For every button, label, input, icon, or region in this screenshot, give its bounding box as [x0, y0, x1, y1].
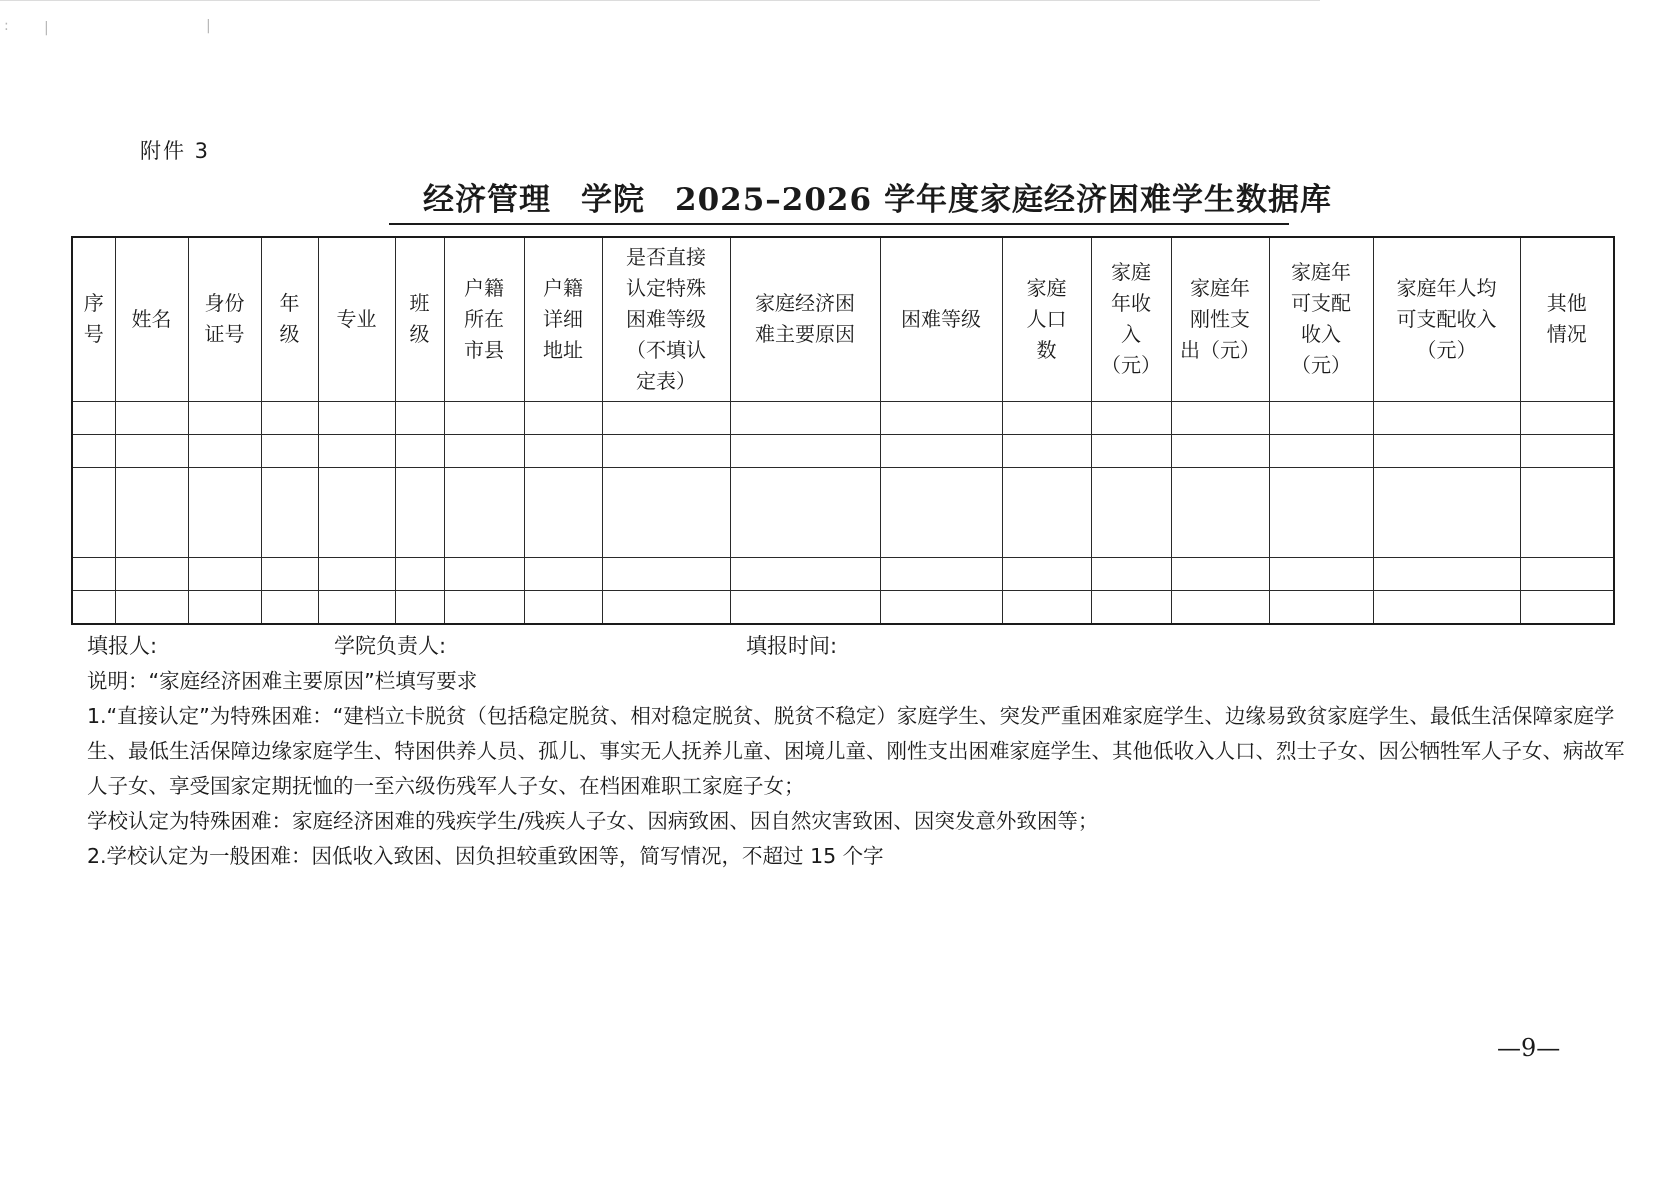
table-cell: [880, 590, 1002, 624]
table-cell: [115, 590, 188, 624]
scan-artifact: |: [44, 20, 49, 36]
table-cell: [730, 434, 880, 467]
header-cell-index: 序 号: [72, 237, 115, 401]
table-cell: [261, 401, 318, 434]
table-cell: [880, 434, 1002, 467]
table-cell: [1171, 590, 1269, 624]
table-cell: [1269, 401, 1373, 434]
header-cell-per-capita-income: 家庭年人均 可支配收入 （元）: [1373, 237, 1520, 401]
table-cell: [1091, 467, 1171, 557]
table-cell: [1091, 557, 1171, 590]
table-cell: [72, 590, 115, 624]
table-cell: [1171, 557, 1269, 590]
header-cell-main-reason: 家庭经济困 难主要原因: [730, 237, 880, 401]
table-cell: [602, 434, 730, 467]
attachment-label: 附件 3: [140, 139, 211, 163]
table-cell: [444, 590, 524, 624]
header-cell-major: 专业: [318, 237, 395, 401]
table-cell: [524, 401, 602, 434]
table-cell: [188, 434, 261, 467]
table-cell: [318, 467, 395, 557]
table-cell: [395, 401, 444, 434]
table-cell: [1171, 401, 1269, 434]
table-cell: [188, 590, 261, 624]
table-cell: [1520, 401, 1614, 434]
table-cell: [188, 557, 261, 590]
table-cell: [1373, 434, 1520, 467]
table-header-row: [72, 237, 1614, 401]
table-cell: [602, 590, 730, 624]
table-cell: [1002, 401, 1091, 434]
title-rest: 学年度家庭经济困难学生数据库: [884, 182, 1333, 218]
document-title: [389, 174, 1333, 225]
instructions-item-2: 2.学校认定为一般困难：因低收入致困、因负担较重致困等，简写情况，不超过 15 个字: [87, 844, 884, 868]
table-cell: [444, 434, 524, 467]
table-cell: [730, 557, 880, 590]
header-cell-class: 班 级: [395, 237, 444, 401]
header-cell-disposable-income: 家庭年 可支配 收入 （元）: [1269, 237, 1373, 401]
table-cell: [1091, 434, 1171, 467]
scan-artifact: :: [4, 18, 9, 34]
table-cell: [395, 467, 444, 557]
scan-top-line: [0, 0, 1320, 1]
table-cell: [188, 401, 261, 434]
table-cell: [730, 401, 880, 434]
student-database-table: [71, 236, 1615, 625]
table-cell: [72, 467, 115, 557]
table-cell: [880, 467, 1002, 557]
table-row: [72, 467, 1614, 557]
header-cell-family-size: 家庭 人口 数: [1002, 237, 1091, 401]
table-cell: [524, 467, 602, 557]
table-cell: [395, 434, 444, 467]
table-cell: [602, 401, 730, 434]
filler-label: 填报人:: [87, 634, 158, 658]
table-cell: [261, 590, 318, 624]
table-cell: [1269, 557, 1373, 590]
table-cell: [318, 557, 395, 590]
table-cell: [1171, 467, 1269, 557]
table-cell: [318, 401, 395, 434]
table-cell: [1269, 467, 1373, 557]
header-cell-hukou-city: 户籍 所在 市县: [444, 237, 524, 401]
table-cell: [72, 401, 115, 434]
table-cell: [524, 590, 602, 624]
table-cell: [444, 467, 524, 557]
instructions-item-1: 1.“直接认定”为特殊困难：“建档立卡脱贫（包括稳定脱贫、相对稳定脱贫、脱贫不稳定）家庭学生、突发严重困难家庭学生、边缘易致贫家庭学生、最低生活保障家庭学生、最低生活保障边缘家庭学生、特困供养人员、孤儿、事实无人抚养儿童、困境儿童、刚性支出困难家庭学生、其他低收入人口、烈士子女、因公牺牲军人子女、病故军人子女、享受国家定期抚恤的一至六级伤残军人子女、在档困难职工家庭子女；: [87, 704, 1625, 798]
table-cell: [1269, 590, 1373, 624]
table-row: [72, 434, 1614, 467]
instructions-heading: 说明：“家庭经济困难主要原因”栏填写要求: [87, 669, 478, 693]
table-cell: [1269, 434, 1373, 467]
table-cell: [1373, 467, 1520, 557]
title-college-suffix: 学院: [581, 182, 645, 218]
table-cell: [1171, 434, 1269, 467]
table-cell: [1520, 434, 1614, 467]
table-cell: [1002, 557, 1091, 590]
table-row: [72, 401, 1614, 434]
table-cell: [1002, 467, 1091, 557]
table-cell: [1520, 467, 1614, 557]
table-cell: [730, 590, 880, 624]
table-cell: [318, 434, 395, 467]
table-cell: [72, 434, 115, 467]
title-college: 经济管理: [423, 182, 551, 218]
header-cell-difficulty-level: 困难等级: [880, 237, 1002, 401]
table-cell: [1520, 590, 1614, 624]
table-cell: [730, 467, 880, 557]
table-cell: [395, 557, 444, 590]
title-year: 2025–2026: [675, 182, 873, 218]
table-cell: [444, 401, 524, 434]
signature-line: [0, 630, 1674, 660]
table-cell: [115, 467, 188, 557]
table-cell: [444, 557, 524, 590]
table-cell: [602, 467, 730, 557]
table-cell: [261, 467, 318, 557]
table-cell: [115, 401, 188, 434]
table-cell: [602, 557, 730, 590]
table-cell: [880, 401, 1002, 434]
table-cell: [188, 467, 261, 557]
header-cell-hukou-address: 户籍 详细 地址: [524, 237, 602, 401]
header-cell-other: 其他 情况: [1520, 237, 1614, 401]
table-cell: [72, 557, 115, 590]
table-cell: [1091, 590, 1171, 624]
header-cell-name: 姓名: [115, 237, 188, 401]
scan-artifact: |: [206, 18, 211, 34]
header-cell-grade: 年 级: [261, 237, 318, 401]
header-cell-id-number: 身份 证号: [188, 237, 261, 401]
header-cell-direct-recognition: 是否直接 认定特殊 困难等级 （不填认 定表）: [602, 237, 730, 401]
table-cell: [524, 434, 602, 467]
table-cell: [1002, 434, 1091, 467]
table-cell: [1002, 590, 1091, 624]
table-cell: [1373, 401, 1520, 434]
page-number: —9—: [1497, 1034, 1561, 1062]
header-cell-annual-income: 家庭 年收 入 （元）: [1091, 237, 1171, 401]
table-cell: [115, 557, 188, 590]
table-cell: [524, 557, 602, 590]
table-body: [72, 401, 1614, 624]
table-cell: [880, 557, 1002, 590]
table-cell: [1373, 557, 1520, 590]
table-cell: [261, 557, 318, 590]
table-cell: [1373, 590, 1520, 624]
table-cell: [1091, 401, 1171, 434]
table-cell: [115, 434, 188, 467]
table-row: [72, 557, 1614, 590]
table-cell: [1520, 557, 1614, 590]
instructions: [87, 664, 1627, 874]
fill-time-label: 填报时间:: [746, 634, 838, 658]
table-cell: [318, 590, 395, 624]
table-cell: [395, 590, 444, 624]
header-cell-rigid-expense: 家庭年 刚性支 出（元）: [1171, 237, 1269, 401]
table-cell: [261, 434, 318, 467]
instructions-item-1b: 学校认定为特殊困难：家庭经济困难的残疾学生/残疾人子女、因病致困、因自然灾害致困、因突发意外致困等；: [87, 809, 1099, 833]
college-head-label: 学院负责人:: [334, 634, 447, 658]
table-row: [72, 590, 1614, 624]
